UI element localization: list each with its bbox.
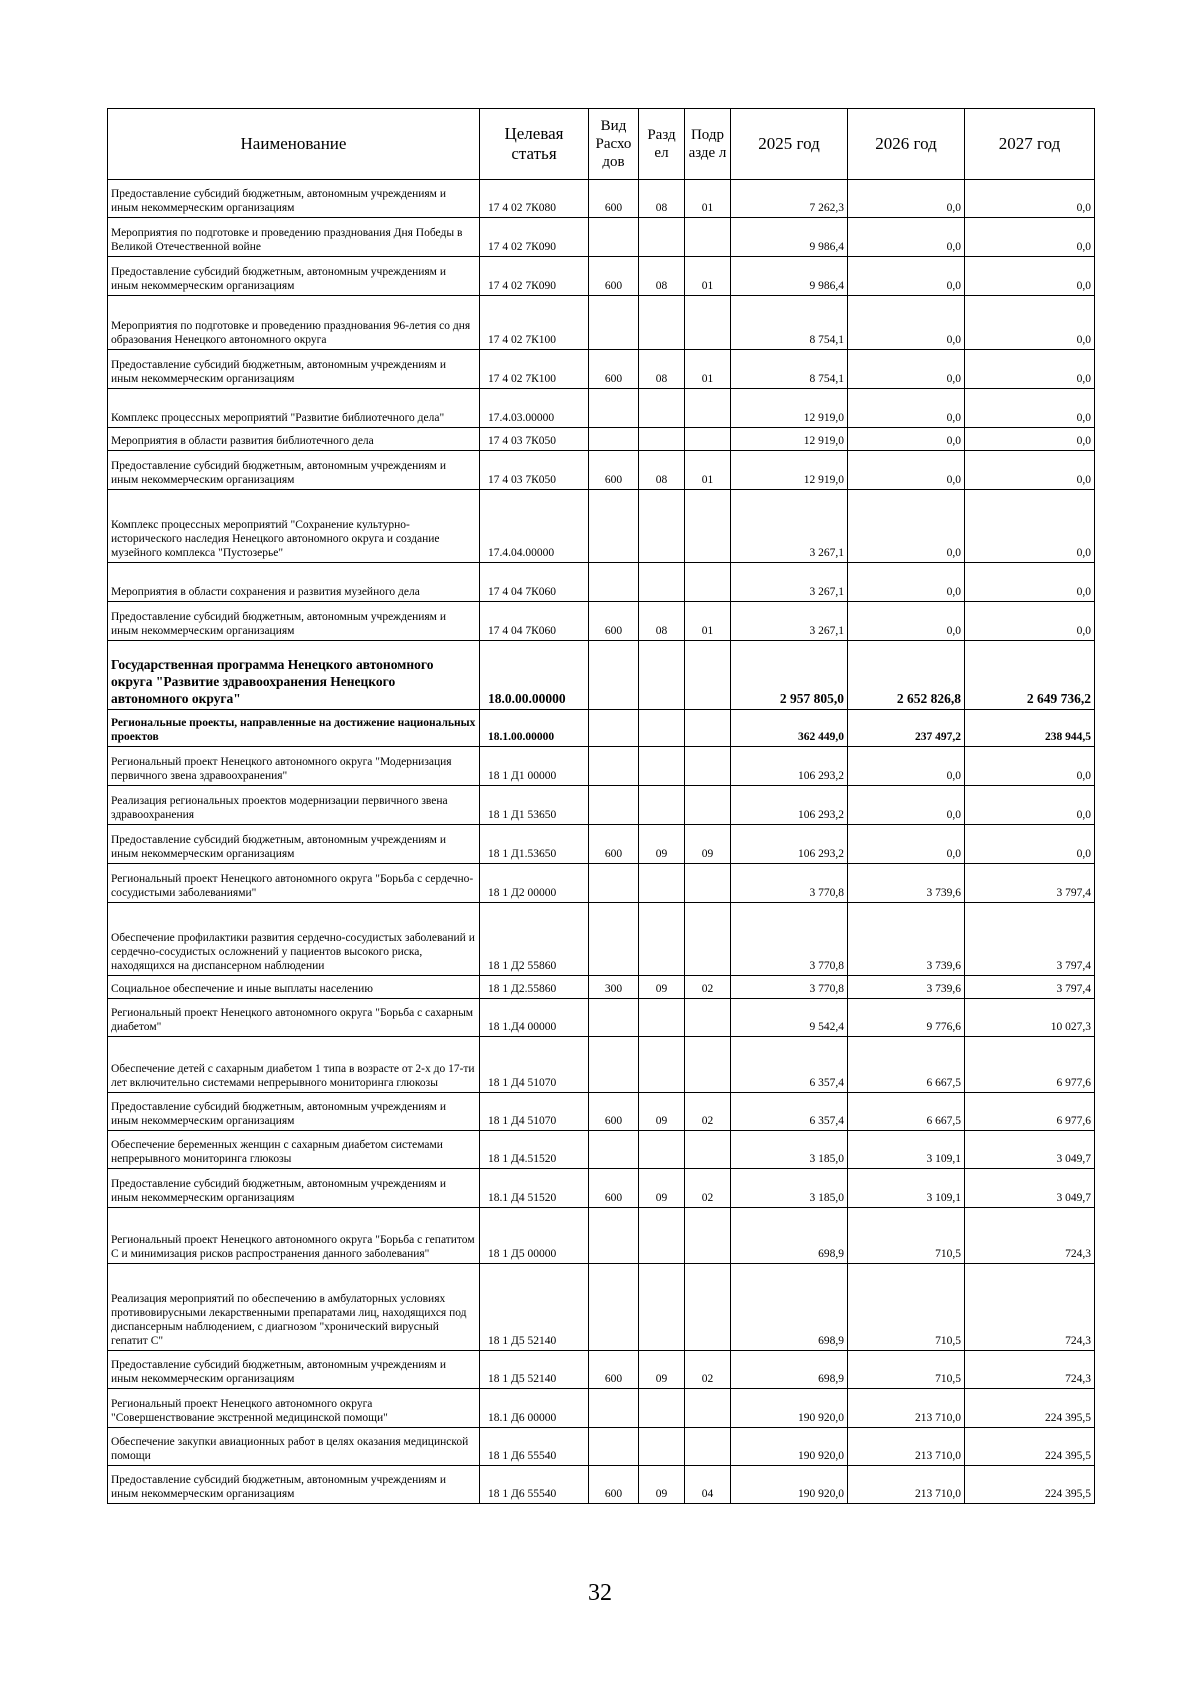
cell-section: 08 bbox=[639, 350, 685, 389]
table-row bbox=[108, 389, 1095, 428]
cell-year-2026: 0,0 bbox=[848, 350, 965, 389]
cell-year-2026: 0,0 bbox=[848, 747, 965, 786]
cell-target-article: 18 1 Д5 52140 bbox=[480, 1264, 589, 1351]
cell-name: Предоставление субсидий бюджетным, автономным учреждениям и иным некоммерческим организациям bbox=[108, 1351, 480, 1389]
cell-year-2026: 6 667,5 bbox=[848, 1093, 965, 1131]
cell-subsection bbox=[685, 747, 731, 786]
cell-year-2025: 12 919,0 bbox=[731, 451, 848, 490]
cell-target-article: 18 1 Д5 52140 bbox=[480, 1351, 589, 1389]
table-body bbox=[108, 180, 1095, 1504]
cell-year-2027: 724,3 bbox=[965, 1208, 1095, 1264]
table-row bbox=[108, 218, 1095, 257]
cell-year-2027: 3 049,7 bbox=[965, 1169, 1095, 1208]
cell-year-2025: 3 185,0 bbox=[731, 1169, 848, 1208]
cell-target-article: 18 1 Д1.53650 bbox=[480, 825, 589, 864]
cell-year-2025: 698,9 bbox=[731, 1208, 848, 1264]
cell-section bbox=[639, 1131, 685, 1169]
cell-section: 08 bbox=[639, 451, 685, 490]
cell-target-article: 18 1 Д4 51070 bbox=[480, 1037, 589, 1093]
cell-year-2025: 9 542,4 bbox=[731, 999, 848, 1037]
cell-year-2027: 224 395,5 bbox=[965, 1466, 1095, 1504]
cell-section bbox=[639, 903, 685, 976]
cell-year-2026: 237 497,2 bbox=[848, 710, 965, 747]
table-row bbox=[108, 976, 1095, 999]
cell-target-article: 17 4 04 7К060 bbox=[480, 563, 589, 602]
cell-section: 09 bbox=[639, 1093, 685, 1131]
cell-name: Предоставление субсидий бюджетным, автономным учреждениям и иным некоммерческим организациям bbox=[108, 1093, 480, 1131]
cell-year-2027: 0,0 bbox=[965, 296, 1095, 350]
cell-section bbox=[639, 710, 685, 747]
cell-subsection: 02 bbox=[685, 1169, 731, 1208]
cell-section bbox=[639, 296, 685, 350]
cell-name: Мероприятия по подготовке и проведению празднования 96-летия со дня образования Ненецкого автономного округа bbox=[108, 296, 480, 350]
cell-year-2026: 0,0 bbox=[848, 296, 965, 350]
page-number: 32 bbox=[588, 1580, 612, 1606]
cell-year-2025: 3 267,1 bbox=[731, 490, 848, 563]
cell-name: Мероприятия в области развития библиотечного дела bbox=[108, 428, 480, 451]
cell-year-2027: 0,0 bbox=[965, 602, 1095, 641]
cell-year-2027: 3 797,4 bbox=[965, 903, 1095, 976]
cell-year-2025: 106 293,2 bbox=[731, 786, 848, 825]
cell-subsection: 02 bbox=[685, 976, 731, 999]
cell-section: 09 bbox=[639, 825, 685, 864]
cell-year-2025: 190 920,0 bbox=[731, 1466, 848, 1504]
cell-target-article: 18 1 Д1 53650 bbox=[480, 786, 589, 825]
cell-target-article: 17.4.03.00000 bbox=[480, 389, 589, 428]
header-target-article: Целевая статья bbox=[480, 109, 589, 180]
cell-subsection bbox=[685, 1131, 731, 1169]
cell-name: Реализация региональных проектов модернизации первичного звена здравоохранения bbox=[108, 786, 480, 825]
cell-subsection: 04 bbox=[685, 1466, 731, 1504]
cell-expense-type bbox=[589, 490, 639, 563]
table-header-row bbox=[108, 109, 1095, 180]
table-row bbox=[108, 257, 1095, 296]
cell-name: Комплекс процессных мероприятий "Развитие библиотечного дела" bbox=[108, 389, 480, 428]
table-row bbox=[108, 1093, 1095, 1131]
cell-target-article: 17 4 03 7К050 bbox=[480, 428, 589, 451]
cell-target-article: 17 4 02 7К100 bbox=[480, 296, 589, 350]
cell-target-article: 17 4 02 7К090 bbox=[480, 257, 589, 296]
cell-section: 09 bbox=[639, 1351, 685, 1389]
cell-year-2026: 3 109,1 bbox=[848, 1169, 965, 1208]
cell-expense-type: 600 bbox=[589, 602, 639, 641]
cell-expense-type bbox=[589, 864, 639, 903]
cell-year-2027: 0,0 bbox=[965, 490, 1095, 563]
table-row bbox=[108, 903, 1095, 976]
cell-subsection bbox=[685, 563, 731, 602]
cell-expense-type bbox=[589, 1208, 639, 1264]
cell-year-2027: 0,0 bbox=[965, 257, 1095, 296]
cell-year-2027: 238 944,5 bbox=[965, 710, 1095, 747]
cell-target-article: 18 1 Д1 00000 bbox=[480, 747, 589, 786]
table-row bbox=[108, 451, 1095, 490]
cell-year-2025: 698,9 bbox=[731, 1264, 848, 1351]
cell-name: Предоставление субсидий бюджетным, автономным учреждениям и иным некоммерческим организациям bbox=[108, 350, 480, 389]
cell-year-2026: 0,0 bbox=[848, 786, 965, 825]
cell-expense-type: 300 bbox=[589, 976, 639, 999]
cell-section bbox=[639, 1389, 685, 1428]
cell-name: Социальное обеспечение и иные выплаты населению bbox=[108, 976, 480, 999]
cell-year-2025: 7 262,3 bbox=[731, 180, 848, 218]
cell-name: Предоставление субсидий бюджетным, автономным учреждениям и иным некоммерческим организациям bbox=[108, 1466, 480, 1504]
cell-target-article: 18.1 Д6 00000 bbox=[480, 1389, 589, 1428]
cell-name: Обеспечение профилактики развития сердечно-сосудистых заболеваний и сердечно-сосудистых осложнений у пациентов высокого риска, находящихся на диспансерном наблюдении bbox=[108, 903, 480, 976]
cell-expense-type bbox=[589, 428, 639, 451]
header-year-2025: 2025 год bbox=[731, 109, 848, 180]
header-name: Наименование bbox=[108, 109, 480, 180]
cell-expense-type bbox=[589, 747, 639, 786]
header-year-2027: 2027 год bbox=[965, 109, 1095, 180]
cell-subsection: 01 bbox=[685, 180, 731, 218]
cell-year-2025: 106 293,2 bbox=[731, 747, 848, 786]
cell-year-2025: 9 986,4 bbox=[731, 218, 848, 257]
cell-year-2027: 0,0 bbox=[965, 218, 1095, 257]
cell-year-2026: 3 739,6 bbox=[848, 976, 965, 999]
table-row bbox=[108, 786, 1095, 825]
cell-target-article: 17 4 03 7К050 bbox=[480, 451, 589, 490]
table-row bbox=[108, 864, 1095, 903]
cell-year-2027: 3 797,4 bbox=[965, 864, 1095, 903]
cell-expense-type bbox=[589, 1264, 639, 1351]
cell-subsection bbox=[685, 389, 731, 428]
cell-year-2025: 9 986,4 bbox=[731, 257, 848, 296]
cell-name: Региональный проект Ненецкого автономного округа "Борьба с сахарным диабетом" bbox=[108, 999, 480, 1037]
cell-subsection bbox=[685, 786, 731, 825]
cell-year-2026: 213 710,0 bbox=[848, 1389, 965, 1428]
cell-year-2027: 10 027,3 bbox=[965, 999, 1095, 1037]
cell-year-2026: 2 652 826,8 bbox=[848, 641, 965, 710]
cell-target-article: 18 1 Д2 00000 bbox=[480, 864, 589, 903]
header-year-2026: 2026 год bbox=[848, 109, 965, 180]
table-row bbox=[108, 1264, 1095, 1351]
cell-year-2025: 698,9 bbox=[731, 1351, 848, 1389]
cell-year-2027: 3 049,7 bbox=[965, 1131, 1095, 1169]
cell-target-article: 18.1 Д4 51520 bbox=[480, 1169, 589, 1208]
cell-target-article: 18.0.00.00000 bbox=[480, 641, 589, 710]
cell-section bbox=[639, 1264, 685, 1351]
cell-target-article: 18 1 Д5 00000 bbox=[480, 1208, 589, 1264]
cell-year-2025: 106 293,2 bbox=[731, 825, 848, 864]
cell-year-2026: 3 739,6 bbox=[848, 864, 965, 903]
cell-expense-type bbox=[589, 296, 639, 350]
cell-year-2026: 0,0 bbox=[848, 825, 965, 864]
cell-expense-type bbox=[589, 1389, 639, 1428]
cell-year-2026: 710,5 bbox=[848, 1208, 965, 1264]
cell-section: 09 bbox=[639, 976, 685, 999]
table-row bbox=[108, 1389, 1095, 1428]
table-row bbox=[108, 1169, 1095, 1208]
cell-year-2025: 2 957 805,0 bbox=[731, 641, 848, 710]
cell-year-2026: 0,0 bbox=[848, 490, 965, 563]
cell-year-2027: 724,3 bbox=[965, 1264, 1095, 1351]
cell-subsection bbox=[685, 710, 731, 747]
cell-year-2026: 3 109,1 bbox=[848, 1131, 965, 1169]
cell-subsection: 01 bbox=[685, 350, 731, 389]
table-row bbox=[108, 490, 1095, 563]
cell-expense-type: 600 bbox=[589, 257, 639, 296]
cell-expense-type bbox=[589, 903, 639, 976]
cell-subsection bbox=[685, 296, 731, 350]
cell-subsection bbox=[685, 428, 731, 451]
cell-year-2026: 6 667,5 bbox=[848, 1037, 965, 1093]
cell-name: Предоставление субсидий бюджетным, автономным учреждениям и иным некоммерческим организациям bbox=[108, 180, 480, 218]
cell-subsection bbox=[685, 903, 731, 976]
cell-year-2026: 213 710,0 bbox=[848, 1466, 965, 1504]
cell-section bbox=[639, 428, 685, 451]
table-row bbox=[108, 1428, 1095, 1466]
cell-target-article: 18 1 Д4 51070 bbox=[480, 1093, 589, 1131]
cell-subsection bbox=[685, 1428, 731, 1466]
cell-year-2026: 0,0 bbox=[848, 257, 965, 296]
cell-section bbox=[639, 563, 685, 602]
cell-name: Обеспечение беременных женщин с сахарным диабетом системами непрерывного мониторинга глюкозы bbox=[108, 1131, 480, 1169]
cell-year-2025: 3 770,8 bbox=[731, 903, 848, 976]
cell-year-2027: 0,0 bbox=[965, 451, 1095, 490]
cell-target-article: 18 1.Д4 00000 bbox=[480, 999, 589, 1037]
cell-year-2025: 190 920,0 bbox=[731, 1389, 848, 1428]
cell-subsection bbox=[685, 1037, 731, 1093]
cell-subsection bbox=[685, 864, 731, 903]
table-row bbox=[108, 1131, 1095, 1169]
cell-name: Региональный проект Ненецкого автономного округа "Борьба с сердечно-сосудистыми заболеваниями" bbox=[108, 864, 480, 903]
cell-expense-type bbox=[589, 1037, 639, 1093]
cell-year-2027: 0,0 bbox=[965, 825, 1095, 864]
cell-subsection: 01 bbox=[685, 257, 731, 296]
cell-expense-type: 600 bbox=[589, 825, 639, 864]
cell-target-article: 17 4 02 7К080 bbox=[480, 180, 589, 218]
cell-year-2027: 6 977,6 bbox=[965, 1037, 1095, 1093]
cell-subsection: 01 bbox=[685, 451, 731, 490]
cell-expense-type bbox=[589, 999, 639, 1037]
cell-expense-type bbox=[589, 389, 639, 428]
cell-year-2025: 3 770,8 bbox=[731, 976, 848, 999]
cell-year-2026: 0,0 bbox=[848, 563, 965, 602]
cell-year-2025: 362 449,0 bbox=[731, 710, 848, 747]
cell-target-article: 18 1 Д6 55540 bbox=[480, 1428, 589, 1466]
cell-target-article: 18 1 Д4.51520 bbox=[480, 1131, 589, 1169]
cell-section bbox=[639, 490, 685, 563]
cell-target-article: 17 4 02 7К090 bbox=[480, 218, 589, 257]
cell-year-2027: 224 395,5 bbox=[965, 1428, 1095, 1466]
cell-year-2026: 0,0 bbox=[848, 602, 965, 641]
cell-section: 08 bbox=[639, 602, 685, 641]
cell-year-2027: 0,0 bbox=[965, 180, 1095, 218]
cell-year-2026: 213 710,0 bbox=[848, 1428, 965, 1466]
cell-name: Предоставление субсидий бюджетным, автономным учреждениям и иным некоммерческим организациям bbox=[108, 825, 480, 864]
table-row bbox=[108, 1208, 1095, 1264]
cell-name: Обеспечение детей с сахарным диабетом 1 типа в возрасте от 2-х до 17-ти лет включительно системами непрерывного мониторинга глюкозы bbox=[108, 1037, 480, 1093]
table-row bbox=[108, 428, 1095, 451]
cell-year-2027: 6 977,6 bbox=[965, 1093, 1095, 1131]
cell-year-2027: 224 395,5 bbox=[965, 1389, 1095, 1428]
cell-name: Обеспечение закупки авиационных работ в целях оказания медицинской помощи bbox=[108, 1428, 480, 1466]
cell-section bbox=[639, 747, 685, 786]
cell-expense-type: 600 bbox=[589, 1466, 639, 1504]
cell-year-2027: 0,0 bbox=[965, 350, 1095, 389]
header-subsection: Подр азде л bbox=[685, 109, 731, 180]
table-row bbox=[108, 825, 1095, 864]
budget-table bbox=[107, 108, 1095, 1504]
table-row bbox=[108, 1037, 1095, 1093]
cell-year-2025: 6 357,4 bbox=[731, 1093, 848, 1131]
cell-expense-type: 600 bbox=[589, 1351, 639, 1389]
table-row bbox=[108, 747, 1095, 786]
cell-expense-type bbox=[589, 786, 639, 825]
cell-section: 09 bbox=[639, 1169, 685, 1208]
cell-expense-type bbox=[589, 1131, 639, 1169]
cell-section: 08 bbox=[639, 180, 685, 218]
cell-name: Мероприятия в области сохранения и развития музейного дела bbox=[108, 563, 480, 602]
cell-year-2025: 12 919,0 bbox=[731, 428, 848, 451]
table-row bbox=[108, 180, 1095, 218]
cell-name: Комплекс процессных мероприятий "Сохранение культурно-исторического наследия Ненецкого автономного округа и создание музейного комплекса "Пустозерье" bbox=[108, 490, 480, 563]
cell-name: Предоставление субсидий бюджетным, автономным учреждениям и иным некоммерческим организациям bbox=[108, 602, 480, 641]
cell-target-article: 17 4 02 7К100 bbox=[480, 350, 589, 389]
table-row bbox=[108, 296, 1095, 350]
cell-subsection bbox=[685, 218, 731, 257]
cell-expense-type bbox=[589, 710, 639, 747]
cell-section: 09 bbox=[639, 1466, 685, 1504]
cell-subsection: 02 bbox=[685, 1351, 731, 1389]
cell-target-article: 18.1.00.00000 bbox=[480, 710, 589, 747]
cell-year-2027: 2 649 736,2 bbox=[965, 641, 1095, 710]
cell-section bbox=[639, 641, 685, 710]
cell-year-2026: 9 776,6 bbox=[848, 999, 965, 1037]
cell-subsection bbox=[685, 490, 731, 563]
cell-name: Региональный проект Ненецкого автономного округа "Совершенствование экстренной медицинской помощи" bbox=[108, 1389, 480, 1428]
cell-year-2027: 0,0 bbox=[965, 747, 1095, 786]
cell-year-2026: 710,5 bbox=[848, 1351, 965, 1389]
cell-year-2025: 3 267,1 bbox=[731, 602, 848, 641]
cell-subsection: 02 bbox=[685, 1093, 731, 1131]
cell-year-2027: 0,0 bbox=[965, 786, 1095, 825]
cell-expense-type: 600 bbox=[589, 350, 639, 389]
cell-subsection: 09 bbox=[685, 825, 731, 864]
cell-year-2026: 0,0 bbox=[848, 451, 965, 490]
cell-target-article: 17.4.04.00000 bbox=[480, 490, 589, 563]
cell-year-2025: 8 754,1 bbox=[731, 296, 848, 350]
cell-target-article: 18 1 Д6 55540 bbox=[480, 1466, 589, 1504]
cell-year-2027: 724,3 bbox=[965, 1351, 1095, 1389]
cell-expense-type bbox=[589, 641, 639, 710]
cell-subsection bbox=[685, 1264, 731, 1351]
cell-name: Предоставление субсидий бюджетным, автономным учреждениям и иным некоммерческим организациям bbox=[108, 1169, 480, 1208]
table-row bbox=[108, 350, 1095, 389]
cell-name: Реализация мероприятий по обеспечению в амбулаторных условиях противовирусными лекарственными препаратами лиц, находящихся под диспансерным наблюдением, с диагнозом "хронический вирусный гепатит С" bbox=[108, 1264, 480, 1351]
cell-name: Мероприятия по подготовке и проведению празднования Дня Победы в Великой Отечественной войне bbox=[108, 218, 480, 257]
cell-expense-type: 600 bbox=[589, 180, 639, 218]
cell-year-2025: 3 185,0 bbox=[731, 1131, 848, 1169]
table-row bbox=[108, 1351, 1095, 1389]
cell-name: Государственная программа Ненецкого автономного округа "Развитие здравоохранения Ненецкого автономного округа" bbox=[108, 641, 480, 710]
cell-section bbox=[639, 1037, 685, 1093]
cell-expense-type: 600 bbox=[589, 1169, 639, 1208]
cell-year-2026: 3 739,6 bbox=[848, 903, 965, 976]
table-row bbox=[108, 1466, 1095, 1504]
cell-section bbox=[639, 218, 685, 257]
cell-year-2025: 8 754,1 bbox=[731, 350, 848, 389]
cell-year-2026: 0,0 bbox=[848, 218, 965, 257]
cell-subsection bbox=[685, 999, 731, 1037]
cell-target-article: 18 1 Д2 55860 bbox=[480, 903, 589, 976]
cell-section bbox=[639, 864, 685, 903]
cell-name: Предоставление субсидий бюджетным, автономным учреждениям и иным некоммерческим организациям bbox=[108, 451, 480, 490]
cell-target-article: 18 1 Д2.55860 bbox=[480, 976, 589, 999]
cell-subsection bbox=[685, 641, 731, 710]
cell-year-2027: 3 797,4 bbox=[965, 976, 1095, 999]
cell-year-2025: 3 267,1 bbox=[731, 563, 848, 602]
table-row bbox=[108, 641, 1095, 710]
cell-name: Региональный проект Ненецкого автономного округа "Борьба с гепатитом С и минимизация рисков распространения данного заболевания" bbox=[108, 1208, 480, 1264]
cell-year-2025: 6 357,4 bbox=[731, 1037, 848, 1093]
cell-year-2026: 0,0 bbox=[848, 180, 965, 218]
cell-subsection: 01 bbox=[685, 602, 731, 641]
cell-target-article: 17 4 04 7К060 bbox=[480, 602, 589, 641]
cell-section bbox=[639, 786, 685, 825]
table-row bbox=[108, 999, 1095, 1037]
cell-section: 08 bbox=[639, 257, 685, 296]
cell-section bbox=[639, 999, 685, 1037]
cell-expense-type bbox=[589, 1428, 639, 1466]
header-expense-type: Вид Расхо дов bbox=[589, 109, 639, 180]
cell-year-2026: 710,5 bbox=[848, 1264, 965, 1351]
cell-year-2027: 0,0 bbox=[965, 563, 1095, 602]
cell-year-2025: 190 920,0 bbox=[731, 1428, 848, 1466]
cell-subsection bbox=[685, 1208, 731, 1264]
cell-year-2025: 3 770,8 bbox=[731, 864, 848, 903]
cell-subsection bbox=[685, 1389, 731, 1428]
cell-section bbox=[639, 1428, 685, 1466]
table-row bbox=[108, 563, 1095, 602]
cell-year-2027: 0,0 bbox=[965, 428, 1095, 451]
cell-name: Региональные проекты, направленные на достижение национальных проектов bbox=[108, 710, 480, 747]
cell-expense-type bbox=[589, 218, 639, 257]
cell-expense-type: 600 bbox=[589, 1093, 639, 1131]
header-section: Разд ел bbox=[639, 109, 685, 180]
table-row bbox=[108, 710, 1095, 747]
cell-name: Предоставление субсидий бюджетным, автономным учреждениям и иным некоммерческим организациям bbox=[108, 257, 480, 296]
cell-section bbox=[639, 1208, 685, 1264]
cell-name: Региональный проект Ненецкого автономного округа "Модернизация первичного звена здравоохранения" bbox=[108, 747, 480, 786]
cell-year-2025: 12 919,0 bbox=[731, 389, 848, 428]
cell-expense-type bbox=[589, 563, 639, 602]
cell-year-2026: 0,0 bbox=[848, 428, 965, 451]
cell-section bbox=[639, 389, 685, 428]
cell-year-2026: 0,0 bbox=[848, 389, 965, 428]
cell-year-2027: 0,0 bbox=[965, 389, 1095, 428]
table-row bbox=[108, 602, 1095, 641]
cell-expense-type: 600 bbox=[589, 451, 639, 490]
